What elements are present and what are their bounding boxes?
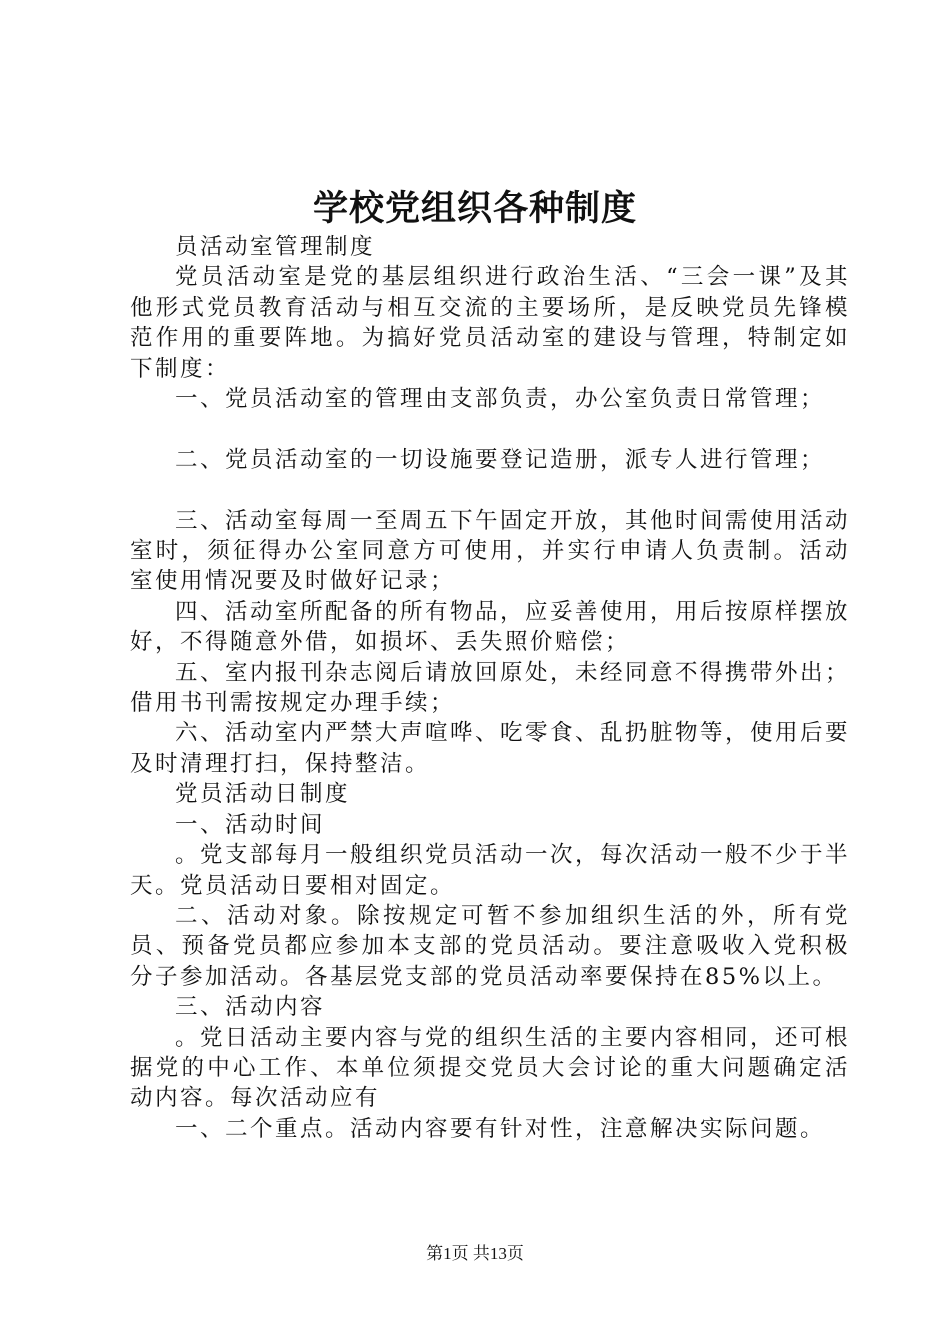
page-number-footer: 第1页 共13页 [426,1244,524,1263]
paragraph: 一、党员活动室的管理由支部负责，办公室负责日常管理； [175,386,826,413]
paragraph: 六、活动室内严禁大声喧哗、吃零食、乱扔脏物等，使用后要及时清理打扫，保持整洁。 [130,720,851,777]
paragraph: 党员活动室是党的基层组织进行政治生活、“三会一课”及其他形式党员教育活动与相互交流的主要场所，是反映党员先锋模范作用的重要阵地。为搞好党员活动室的建设与管理，特制定如下制度： [130,264,850,382]
paragraph: 一、活动时间 [175,811,326,838]
paragraph: 党员活动日制度 [175,781,351,808]
paragraph: 三、活动内容 [175,994,326,1021]
paragraph: 二、党员活动室的一切设施要登记造册，派专人进行管理； [175,446,826,473]
document-title: 学校党组织各种制度 [312,188,637,229]
paragraph: 三、活动室每周一至周五下午固定开放，其他时间需使用活动室时，须征得办公室同意方可使用，并实行申请人负责制。活动室使用情况要及时做好记录； [130,507,851,595]
paragraph: 四、活动室所配备的所有物品，应妥善使用，用后按原样摆放好，不得随意外借，如损坏、丢失照价赔偿； [130,598,851,656]
paragraph: 五、室内报刊杂志阅后请放回原处，未经同意不得携带外出；借用书刊需按规定办理手续； [130,659,851,717]
paragraph: 。党日活动主要内容与党的组织生活的主要内容相同，还可根据党的中心工作、本单位须提交党员大会讨论的重大问题确定活动内容。每次活动应有 [130,1024,851,1112]
paragraph: 员活动室管理制度 [175,234,376,260]
document-body [130,232,850,1144]
paragraph: 一、二个重点。活动内容要有针对性，注意解决实际问题。 [175,1115,826,1142]
paragraph: 。党支部每月一般组织党员活动一次，每次活动一般不少于半天。党员活动日要相对固定。 [130,842,851,899]
paragraph: 二、活动对象。除按规定可暂不参加组织生活的外，所有党员、预备党员都应参加本支部的党员活动。要注意吸收入党积极分子参加活动。各基层党支部的党员活动率要保持在85%以上。 [130,902,850,990]
